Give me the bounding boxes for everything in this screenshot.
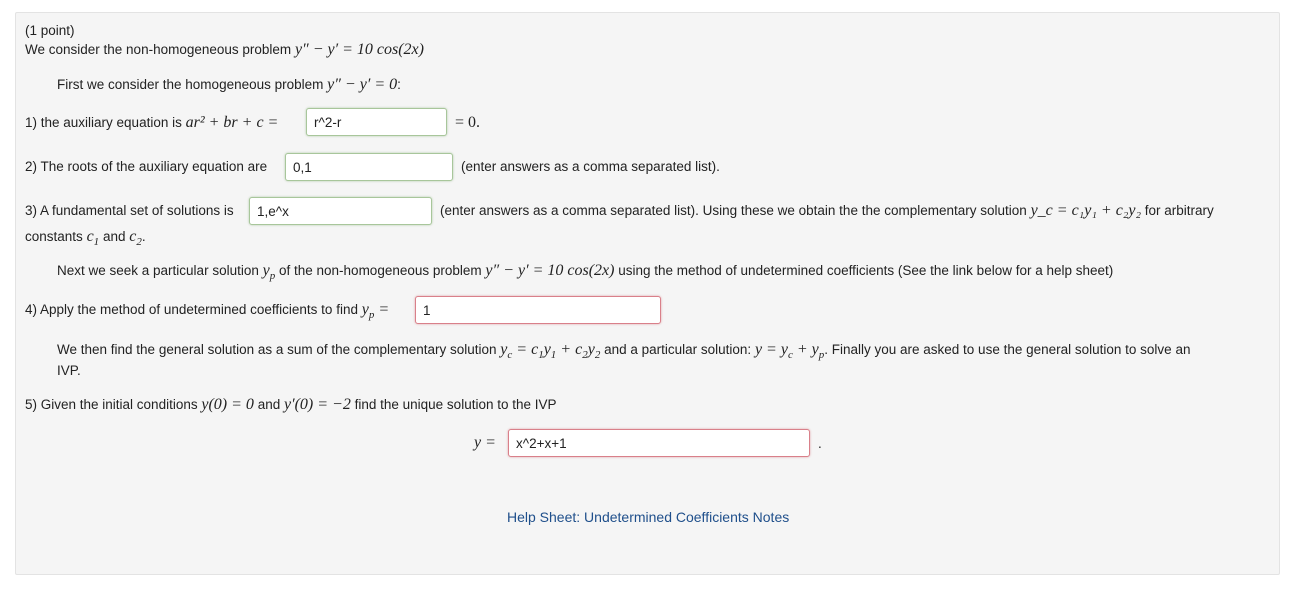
q3-equation: y_c = c₁y₁ + c₂y₂ — [1030, 202, 1142, 219]
particular-solution-input[interactable] — [415, 296, 661, 324]
general-equation: $y = y_c + y_p$ — [754, 341, 825, 362]
q5-label: 5) Given the initial conditions — [25, 397, 198, 412]
roots-input[interactable] — [285, 153, 453, 181]
complementary-equation: $y_c = c_1y_1 + c_2y_2$ — [500, 341, 601, 362]
trailing-period: . — [818, 436, 822, 451]
help-sheet-link[interactable] — [507, 508, 789, 527]
q2-label: 2) The roots of the auxiliary equation are — [25, 159, 268, 174]
q2-hint: (enter answers as a comma separated list). — [461, 159, 720, 174]
q3-label: 3) A fundamental set of solutions is — [25, 203, 234, 218]
q5-line — [25, 396, 557, 414]
homogeneous-line — [57, 76, 401, 94]
fundamental-set-input[interactable] — [249, 197, 432, 225]
q3-tail: for arbitrary — [1144, 203, 1214, 218]
q3-constants-text: constants — [25, 229, 83, 244]
ivp-solution-input[interactable] — [508, 429, 810, 457]
q5-and: and — [257, 397, 281, 412]
general-line2: IVP. — [57, 363, 81, 378]
c1-symbol: $c_1$ — [86, 228, 100, 249]
q1-line — [25, 114, 278, 132]
c2-symbol: $c_2$ — [129, 228, 142, 249]
intro-line — [25, 41, 424, 59]
particular-line — [57, 262, 1113, 285]
y-equals-label: y = — [474, 434, 496, 451]
points-label: (1 point) — [25, 23, 75, 38]
particular-equation: y″ − y′ = 10 cos(2x) — [485, 262, 615, 279]
q4-line — [25, 301, 389, 324]
general-mid: and a particular solution: — [604, 342, 752, 357]
yp-equals: $y_p$ = — [361, 301, 390, 322]
q4-label: 4) Apply the method of undetermined coefficients to find — [25, 302, 358, 317]
q5-tail: find the unique solution to the IVP — [354, 397, 557, 412]
problem-panel — [15, 12, 1280, 575]
q3-hint-line — [440, 202, 1214, 220]
yp-symbol: $y_p$ — [262, 262, 276, 283]
q1-equation: ar² + br + c = — [185, 114, 279, 131]
q1-after: = 0. — [455, 114, 481, 131]
q3-hint: (enter answers as a comma separated list). Using these we obtain the the complementary solution — [440, 203, 1027, 218]
auxiliary-equation-input[interactable] — [306, 108, 447, 136]
intro-text: We consider the non-homogeneous problem — [25, 42, 292, 57]
homogeneous-suffix: : — [397, 77, 401, 92]
homogeneous-equation: y″ − y′ = 0 — [327, 76, 398, 93]
help-sheet-link-text[interactable]: Help Sheet: Undetermined Coefficients Notes — [507, 509, 790, 525]
particular-tail: using the method of undetermined coefficients (See the link below for a help sheet) — [618, 263, 1114, 278]
intro-equation: y″ − y′ = 10 cos(2x) — [294, 41, 424, 58]
particular-of-text: of the non-homogeneous problem — [279, 263, 482, 278]
q3-and-text: and — [102, 229, 126, 244]
homogeneous-text: First we consider the homogeneous problem — [57, 77, 324, 92]
q3-line2: constants $c_1$ and $c_2$. — [25, 228, 146, 249]
q5-cond1: y(0) = 0 — [201, 396, 254, 413]
q1-label: 1) the auxiliary equation is — [25, 115, 182, 130]
general-tail: . Finally you are asked to use the general solution to solve an — [824, 342, 1191, 357]
q5-cond2: y′(0) = −2 — [283, 396, 351, 413]
particular-text: Next we seek a particular solution — [57, 263, 259, 278]
general-text: We then find the general solution as a sum of the complementary solution — [57, 342, 497, 357]
general-line — [57, 341, 1190, 364]
